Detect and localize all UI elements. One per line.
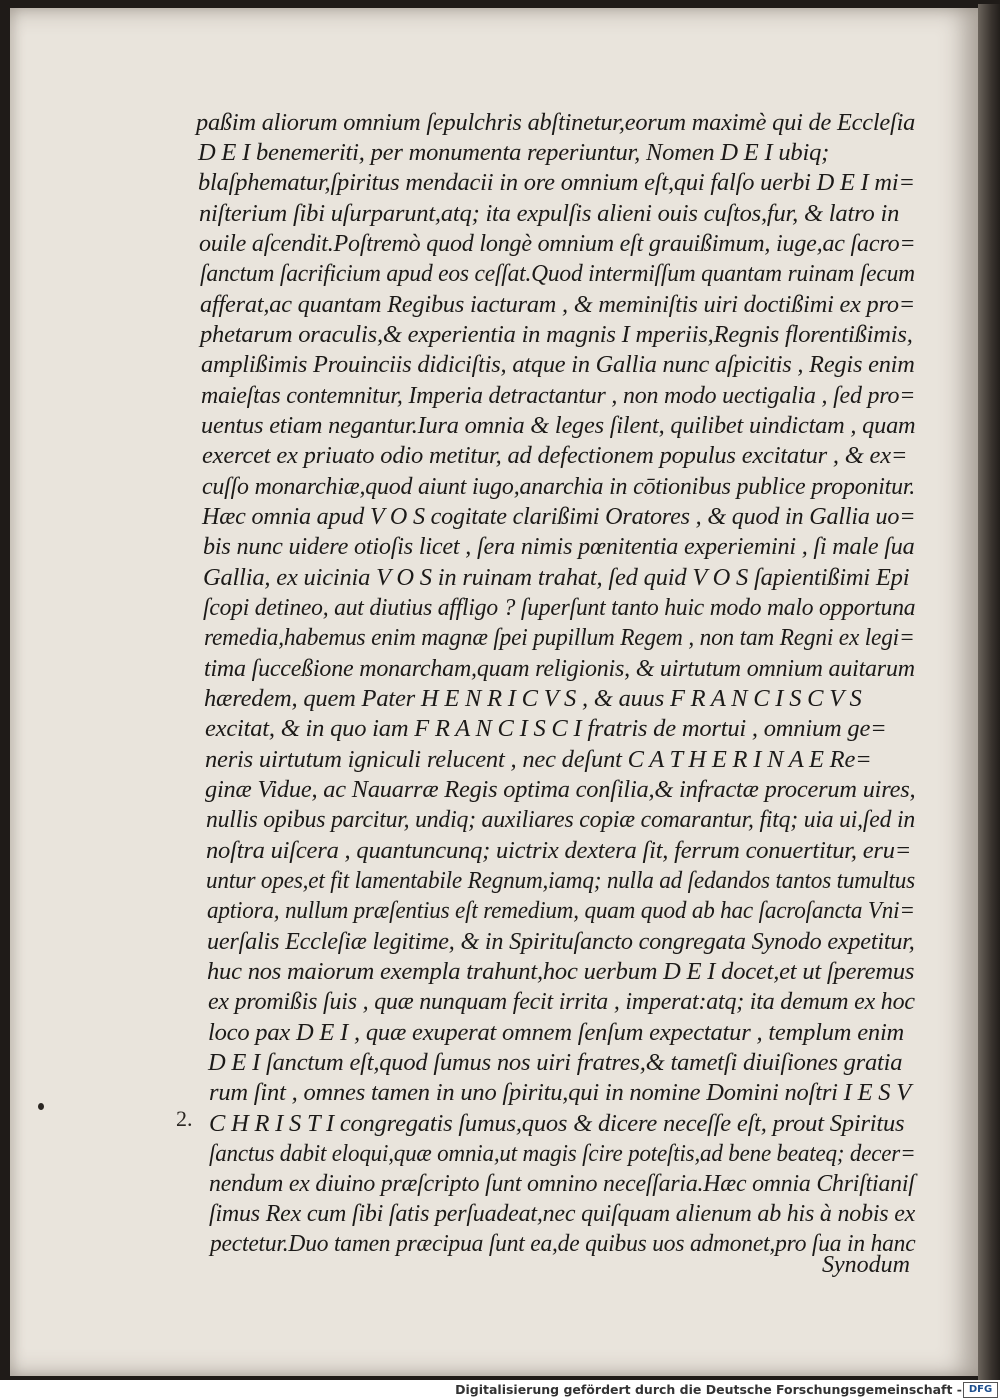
ink-speck — [38, 1103, 44, 1110]
text-line: ex promißis ſuis , quæ nunquam fecit irrita , imperat:atq; ita demum ex hoc — [208, 988, 915, 1015]
text-line: tima ſucceßione monarcham,quam religionis, & uirtutum omnium auitarum — [204, 655, 915, 682]
footer-credit: Digitalisierung gefördert durch die Deutsche Forschungsgemeinschaft - — [455, 1382, 962, 1397]
margin-mark: 2. — [176, 1106, 193, 1131]
text-line: remedia,habemus enim magnæ ſpei pupillum Regem , non tam Regni ex legi= — [204, 624, 915, 651]
text-line: bis nunc uidere otioſis licet , ſera nimis pœnitentia experiemini , ſi male ſua — [203, 533, 915, 560]
text-line: noſtra uiſcera , quantuncunq; uictrix dextera ſit, ferrum conuertitur, eru= — [206, 837, 912, 864]
text-line: rum ſint , omnes tamen in uno ſpiritu,qui in nomine Domini noſtri I E S V — [209, 1079, 912, 1106]
page-edge — [978, 4, 1000, 1380]
text-line: nullis opibus parcitur, undiq; auxiliares copiæ comarantur, fitq; uia ui,ſed in — [206, 806, 916, 833]
text-line: paßim aliorum omnium ſepulchris abſtinetur,eorum maximè qui de Eccleſia — [196, 109, 916, 136]
text-line: D E I benemeriti, per monumenta reperiuntur, Nomen D E I ubiq; — [198, 139, 830, 166]
text-line: Hæc omnia apud V O S cogitate clarißimi Oratores , & quod in Gallia uo= — [202, 503, 916, 530]
text-line: niſterium ſibi uſurparunt,atq; ita expulſis alieni ouis cuſtos,fur, & latro in — [199, 200, 900, 227]
text-line: ſanctum ſacrificium apud eos ceſſat.Quod intermiſſum quantam ruinam ſecum — [200, 260, 915, 287]
text-line: uentus etiam negantur.Iura omnia & leges ſilent, quilibet uindictam , quam — [201, 412, 916, 439]
text-line: aptiora, nullum præſentius eſt remedium, quam quod ab hac ſacroſancta Vni= — [207, 897, 915, 924]
text-line: amplißimis Prouinciis didiciſtis, atque in Gallia nunc aſpicitis , Regis enim — [201, 351, 915, 378]
text-line: ſanctus dabit eloqui,quæ omnia,ut magis ſcire poteſtis,ad bene beateq; decer= — [209, 1140, 916, 1167]
text-line: maieſtas contemnitur, Imperia detractantur , non modo uectigalia , ſed pro= — [201, 382, 916, 409]
text-line: ſcopi detineo, aut diutius affligo ? ſuperſunt tanto huic modo malo opportuna — [203, 594, 916, 621]
text-line: untur opes,et fit lamentabile Regnum,iamq; nulla ad ſedandos tantos tumultus — [206, 867, 916, 894]
text-block — [10, 8, 978, 1376]
text-line: nendum ex diuino præſcripto ſunt omnino neceſſaria.Hæc omnia Chriſtianiſ — [209, 1170, 915, 1197]
text-line: D E I ſanctum eſt,quod ſumus nos uiri fratres,& tametſi diuiſiones gratia — [208, 1049, 903, 1076]
catchword: Synodum — [822, 1252, 910, 1278]
text-line: loco pax D E I , quæ exuperat omnem ſenſum expectatur , templum enim — [208, 1019, 905, 1046]
text-line: exercet ex priuato odio metitur, ad defectionem populus excitatur , & ex= — [202, 442, 908, 469]
text-line: ſimus Rex cum ſibi ſatis perſuadeat,nec quiſquam alienum ab his à nobis ex — [209, 1200, 916, 1227]
digitization-footer — [0, 1380, 1000, 1399]
dfg-logo-icon: DFG — [963, 1382, 998, 1398]
text-line: cuſſo monarchiæ,quod aiunt iugo,anarchia in cōtionibus publice proponitur. — [202, 473, 916, 500]
text-line: ouile aſcendit.Poſtremò quod longè omnium eſt grauißimum, iuge,ac ſacro= — [199, 230, 916, 257]
text-line: Gallia, ex uicinia V O S in ruinam trahat, ſed quid V O S ſapientißimi Epi — [203, 564, 910, 591]
text-line: huc nos maiorum exempla trahunt,hoc uerbum D E I docet,et ut ſperemus — [207, 958, 915, 985]
text-line: blaſphematur,ſpiritus mendacii in ore omnium eſt,qui falſo uerbi D E I mi= — [198, 169, 915, 196]
text-line: afferat,ac quantam Regibus iacturam , & meminiſtis uiri doctißimi ex pro= — [200, 291, 916, 318]
text-line: excitat, & in quo iam F R A N C I S C I fratris de mortui , omnium ge= — [205, 715, 887, 742]
text-line: phetarum oraculis,& experientia in magnis I mperiis,Regnis florentißimis, — [200, 321, 913, 348]
text-line: uerſalis Eccleſiæ legitime, & in Spirituſancto congregata Synodo expetitur, — [207, 928, 915, 955]
text-line: C H R I S T I congregatis ſumus,quos & dicere neceſſe eſt, prout Spiritus — [209, 1110, 905, 1137]
text-line: pectetur.Duo tamen præcipua ſunt ea,de quibus uos admonet,pro ſua in hanc — [210, 1230, 916, 1257]
text-line: hæredem, quem Pater H E N R I C V S , & auus F R A N C I S C V S — [204, 685, 862, 712]
text-line: neris uirtutum igniculi relucent , nec deſunt C A T H E R I N A E Re= — [205, 746, 872, 773]
text-line: ginæ Vidue, ac Nauarræ Regis optima conſilia,& infractæ procerum uires, — [205, 776, 916, 803]
book-page — [10, 8, 978, 1376]
